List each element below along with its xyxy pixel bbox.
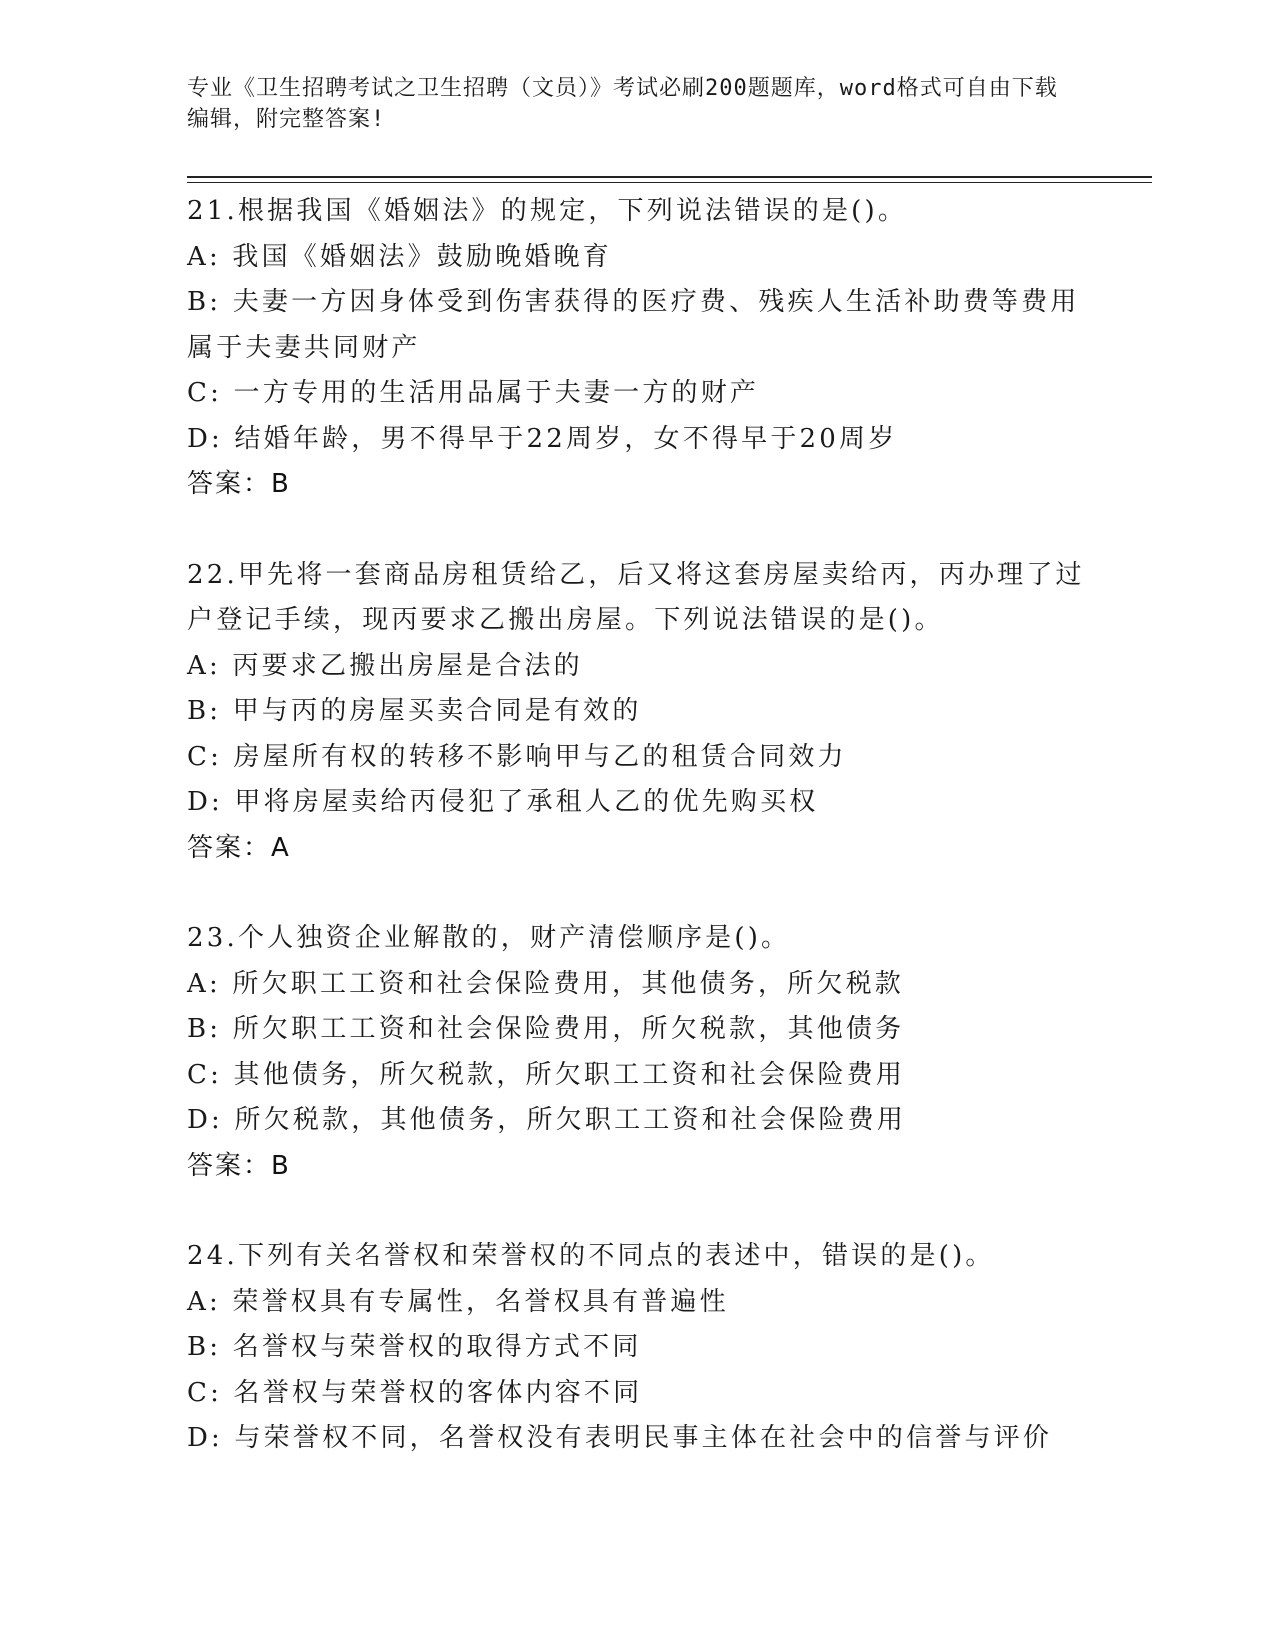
- option-b: B: 所欠职工工资和社会保险费用，所欠税款，其他债务: [187, 1014, 905, 1044]
- option-c: C: 名誉权与荣誉权的客体内容不同: [187, 1377, 643, 1408]
- option-d: D: 所欠税款，其他债务，所欠职工工资和社会保险费用: [187, 1105, 907, 1135]
- option-a: A: 荣誉权具有专属性，名誉权具有普遍性: [187, 1286, 729, 1317]
- option-b: B: 夫妻一方因身体受到伤害获得的医疗费、残疾人生活补助费等费用属于夫妻共同财产: [187, 287, 1080, 363]
- option-c: C: 一方专用的生活用品属于夫妻一方的财产: [187, 378, 760, 408]
- answer-label: 答案：B: [187, 1150, 291, 1181]
- option-c: C: 其他债务，所欠税款，所欠职工工资和社会保险费用: [187, 1059, 906, 1090]
- header-rule-thick: [187, 176, 1152, 178]
- answer-label: 答案：B: [187, 469, 291, 499]
- document-header: 专业《卫生招聘考试之卫生招聘（文员）》考试必刷200题题库，word格式可自由下载编辑，附完整答案!: [187, 76, 1058, 132]
- option-b: B: 甲与丙的房屋买卖合同是有效的: [187, 696, 642, 726]
- option-d: D: 与荣誉权不同，名誉权没有表明民事主体在社会中的信誉与评价: [187, 1423, 1053, 1453]
- question-stem: 22.甲先将一套商品房租赁给乙，后又将这套房屋卖给丙，丙办理了过户登记手续，现丙要求乙搬出房屋。下列说法错误的是()。: [187, 559, 1085, 635]
- option-a: A: 我国《婚姻法》鼓励晚婚晚育: [187, 241, 613, 272]
- question-21: [187, 189, 1087, 508]
- option-a: A: 所欠职工工资和社会保险费用，其他债务，所欠税款: [187, 968, 905, 999]
- option-c: C: 房屋所有权的转移不影响甲与乙的租赁合同效力: [187, 741, 847, 772]
- option-a: A: 丙要求乙搬出房屋是合法的: [187, 650, 583, 681]
- header-rule-thin: [187, 182, 1152, 183]
- question-stem: 23.个人独资企业解散的，财产清偿顺序是()。: [187, 923, 791, 953]
- question-24: [187, 1234, 1087, 1462]
- answer-label: 答案：A: [187, 832, 291, 863]
- question-stem: 21.根据我国《婚姻法》的规定，下列说法错误的是()。: [187, 196, 908, 226]
- question-stem: 24.下列有关名誉权和荣誉权的不同点的表述中，错误的是()。: [187, 1241, 995, 1271]
- question-22: [187, 553, 1087, 872]
- option-d: D: 甲将房屋卖给丙侵犯了承租人乙的优先购买权: [187, 787, 819, 817]
- question-list: [187, 189, 1087, 1462]
- question-23: [187, 916, 1087, 1189]
- option-d: D: 结婚年龄，男不得早于22周岁，女不得早于20周岁: [187, 423, 898, 454]
- option-b: B: 名誉权与荣誉权的取得方式不同: [187, 1332, 642, 1362]
